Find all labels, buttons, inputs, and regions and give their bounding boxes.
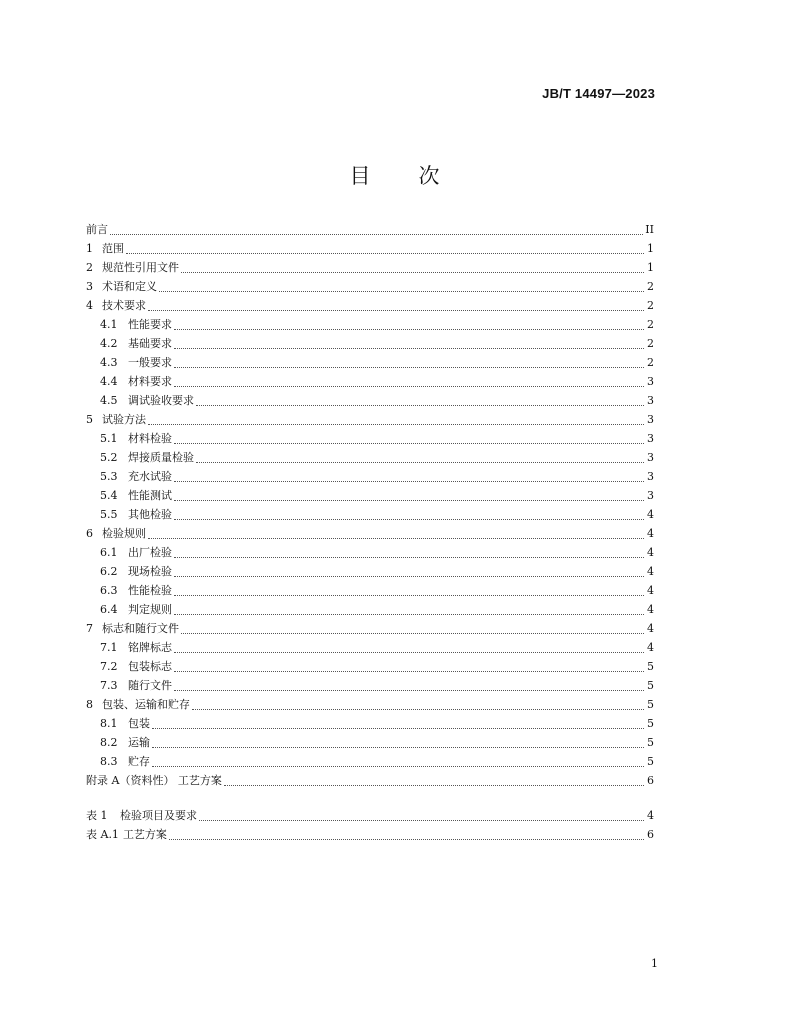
entry-page-number: 3	[647, 413, 654, 426]
entry-page-number: 4	[647, 809, 654, 822]
entry-label: 出厂检验	[128, 546, 172, 559]
dot-leader	[224, 780, 644, 786]
entry-number: 5	[86, 413, 93, 426]
toc-entry[interactable]	[86, 733, 654, 752]
dot-leader	[152, 742, 644, 748]
entry-page-number: 3	[647, 432, 654, 445]
entry-label: 附录 A（资料性） 工艺方案	[86, 774, 222, 787]
entry-label: 规范性引用文件	[102, 261, 179, 274]
table-of-contents	[86, 220, 654, 790]
toc-entry[interactable]	[86, 391, 654, 410]
toc-entry[interactable]	[86, 505, 654, 524]
page-title: 目 次	[349, 164, 442, 188]
entry-label: 标志和随行文件	[102, 622, 179, 635]
toc-entry[interactable]	[86, 619, 654, 638]
entry-number: 8.1	[100, 717, 118, 730]
entry-number: 4.5	[100, 394, 118, 407]
entry-page-number: 3	[647, 489, 654, 502]
entry-number: 5.2	[100, 451, 118, 464]
entry-label: 焊接质量检验	[128, 451, 194, 464]
dot-leader	[174, 514, 644, 520]
entry-page-number: 4	[647, 527, 654, 540]
entry-number: 4.2	[100, 337, 118, 350]
entry-page-number: 5	[647, 660, 654, 673]
dot-leader	[152, 761, 644, 767]
entry-number: 5.1	[100, 432, 118, 445]
entry-number: 2	[86, 261, 93, 274]
dot-leader	[174, 571, 644, 577]
entry-number: 4.4	[100, 375, 118, 388]
entry-label: 运输	[128, 736, 150, 749]
entry-label: 范围	[102, 242, 124, 255]
entry-number: 5.3	[100, 470, 118, 483]
dot-leader	[174, 552, 644, 558]
toc-entry[interactable]	[86, 258, 654, 277]
entry-label: 其他检验	[128, 508, 172, 521]
dot-leader	[174, 609, 644, 615]
standard-number: JB/T 14497—2023	[542, 86, 655, 101]
entry-number: 4.1	[100, 318, 118, 331]
entry-number: 6.2	[100, 565, 118, 578]
entry-page-number: 3	[647, 375, 654, 388]
table-list-entry[interactable]	[86, 806, 654, 825]
dot-leader	[148, 419, 644, 425]
entry-page-number: 6	[647, 774, 654, 787]
dot-leader	[152, 723, 644, 729]
entry-label: 性能检验	[128, 584, 172, 597]
toc-entry[interactable]	[86, 220, 654, 239]
toc-entry[interactable]	[86, 581, 654, 600]
entry-page-number: 3	[647, 394, 654, 407]
entry-page-number: 2	[647, 318, 654, 331]
entry-page-number: 3	[647, 451, 654, 464]
entry-label: 工艺方案	[122, 828, 167, 841]
entry-page-number: 5	[647, 736, 654, 749]
entry-page-number: 4	[647, 641, 654, 654]
entry-number: 5.4	[100, 489, 118, 502]
entry-number: 7.1	[100, 641, 118, 654]
dot-leader	[110, 229, 643, 235]
entry-page-number: 4	[647, 603, 654, 616]
dot-leader	[174, 324, 644, 330]
entry-label: 性能测试	[128, 489, 172, 502]
entry-number: 6	[86, 527, 93, 540]
entry-page-number: 4	[647, 565, 654, 578]
toc-entry[interactable]	[86, 372, 654, 391]
toc-entry[interactable]	[86, 695, 654, 714]
toc-entry[interactable]	[86, 524, 654, 543]
entry-page-number: 4	[647, 546, 654, 559]
toc-entry[interactable]	[86, 676, 654, 695]
toc-entry[interactable]	[86, 353, 654, 372]
dot-leader	[174, 495, 644, 501]
entry-label: 技术要求	[102, 299, 146, 312]
entry-label: 材料检验	[128, 432, 172, 445]
toc-entry[interactable]	[86, 752, 654, 771]
entry-label: 检验规则	[102, 527, 146, 540]
toc-entry[interactable]	[86, 543, 654, 562]
toc-entry[interactable]	[86, 277, 654, 296]
entry-label: 包装	[128, 717, 150, 730]
entry-page-number: 6	[647, 828, 654, 841]
entry-page-number: 5	[647, 679, 654, 692]
entry-number: 6.4	[100, 603, 118, 616]
entry-page-number: 5	[647, 755, 654, 768]
entry-page-number: II	[645, 223, 654, 236]
toc-entry[interactable]	[86, 600, 654, 619]
entry-label: 铭牌标志	[128, 641, 172, 654]
dot-leader	[174, 381, 644, 387]
dot-leader	[174, 362, 644, 368]
entry-label: 检验项目及要求	[120, 809, 197, 822]
entry-number: 6.3	[100, 584, 118, 597]
dot-leader	[174, 685, 644, 691]
toc-entry[interactable]	[86, 239, 654, 258]
entry-number: 7.3	[100, 679, 118, 692]
dot-leader	[148, 305, 644, 311]
dot-leader	[181, 267, 644, 273]
entry-page-number: 4	[647, 584, 654, 597]
dot-leader	[174, 666, 644, 672]
toc-entry[interactable]	[86, 467, 654, 486]
toc-entry[interactable]	[86, 296, 654, 315]
entry-number: 3	[86, 280, 93, 293]
entry-number: 8.2	[100, 736, 118, 749]
entry-number: 7.2	[100, 660, 118, 673]
toc-entry[interactable]	[86, 486, 654, 505]
toc-entry[interactable]	[86, 448, 654, 467]
table-list	[86, 806, 654, 844]
dot-leader	[192, 704, 644, 710]
dot-leader	[174, 590, 644, 596]
toc-entry[interactable]	[86, 315, 654, 334]
toc-entry[interactable]	[86, 771, 654, 790]
toc-entry[interactable]	[86, 410, 654, 429]
dot-leader	[148, 533, 644, 539]
entry-page-number: 5	[647, 698, 654, 711]
entry-label: 判定规则	[128, 603, 172, 616]
dot-leader	[126, 248, 644, 254]
entry-page-number: 4	[647, 508, 654, 521]
entry-label: 贮存	[128, 755, 150, 768]
dot-leader	[174, 343, 644, 349]
toc-entry[interactable]	[86, 562, 654, 581]
entry-number: 4	[86, 299, 93, 312]
entry-page-number: 1	[647, 242, 654, 255]
entry-label: 包装、运输和贮存	[102, 698, 190, 711]
dot-leader	[199, 815, 644, 821]
dot-leader	[196, 457, 644, 463]
dot-leader	[174, 438, 644, 444]
entry-number: 表 A.1	[86, 828, 119, 841]
dot-leader	[174, 647, 644, 653]
page-number: 1	[651, 957, 658, 970]
entry-number: 4.3	[100, 356, 118, 369]
entry-label: 充水试验	[128, 470, 172, 483]
dot-leader	[174, 476, 644, 482]
entry-page-number: 2	[647, 299, 654, 312]
toc-entry[interactable]	[86, 429, 654, 448]
entry-number: 表 1	[86, 809, 108, 822]
entry-page-number: 2	[647, 337, 654, 350]
entry-number: 8.3	[100, 755, 118, 768]
entry-page-number: 2	[647, 280, 654, 293]
entry-page-number: 3	[647, 470, 654, 483]
dot-leader	[159, 286, 644, 292]
entry-number: 6.1	[100, 546, 118, 559]
entry-page-number: 1	[647, 261, 654, 274]
entry-number: 5.5	[100, 508, 118, 521]
entry-number: 8	[86, 698, 93, 711]
dot-leader	[196, 400, 644, 406]
entry-label: 包装标志	[128, 660, 172, 673]
toc-entry[interactable]	[86, 714, 654, 733]
entry-label: 术语和定义	[102, 280, 157, 293]
table-list-entry[interactable]	[86, 825, 654, 844]
entry-label: 试验方法	[102, 413, 146, 426]
entry-label: 基础要求	[128, 337, 172, 350]
toc-entry[interactable]	[86, 657, 654, 676]
entry-page-number: 4	[647, 622, 654, 635]
toc-entry[interactable]	[86, 638, 654, 657]
entry-label: 一般要求	[128, 356, 172, 369]
dot-leader	[181, 628, 644, 634]
entry-label: 性能要求	[128, 318, 172, 331]
entry-number: 1	[86, 242, 93, 255]
toc-entry[interactable]	[86, 334, 654, 353]
entry-label: 材料要求	[128, 375, 172, 388]
dot-leader	[169, 834, 644, 840]
entry-page-number: 5	[647, 717, 654, 730]
entry-label: 现场检验	[128, 565, 172, 578]
entry-page-number: 2	[647, 356, 654, 369]
entry-number: 7	[86, 622, 93, 635]
entry-label: 前言	[86, 223, 108, 236]
entry-label: 随行文件	[128, 679, 172, 692]
entry-label: 调试验收要求	[128, 394, 194, 407]
